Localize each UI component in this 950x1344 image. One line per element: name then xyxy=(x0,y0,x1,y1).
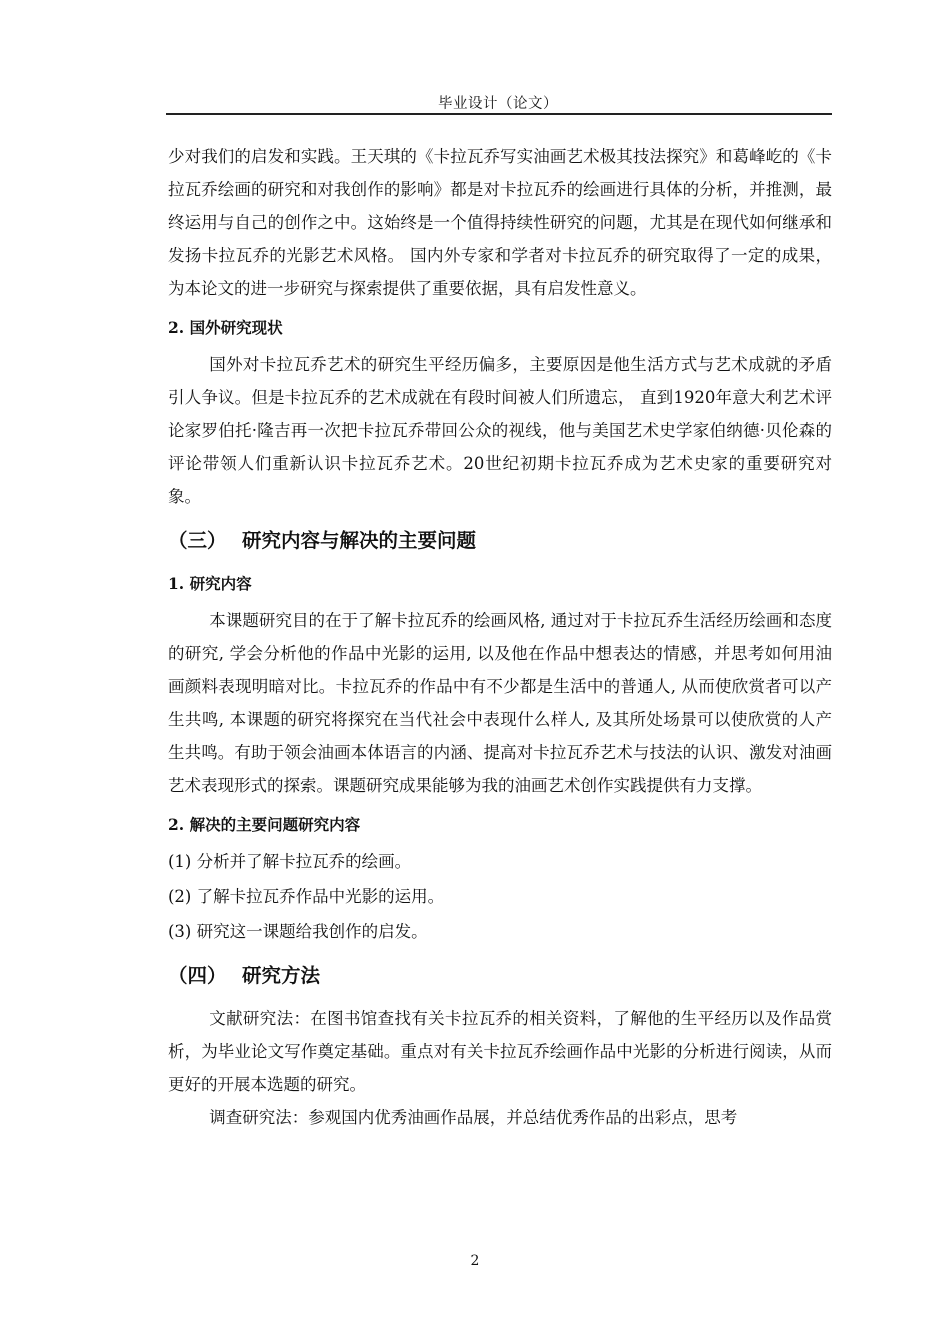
paragraph-literature-method: 文献研究法：在图书馆查找有关卡拉瓦乔的相关资料，了解他的生平经历以及作品赏析，为毕业论文写作奠定基础。重点对有关卡拉瓦乔绘画作品中光影的分析进行阅读，从而更好的开展本选题的研究。 xyxy=(168,1009,832,1094)
list-item: (2) 了解卡拉瓦乔作品中光影的运用。 xyxy=(168,887,445,906)
subheading-main-problems: 2. 解决的主要问题研究内容 xyxy=(168,815,361,834)
paragraph-survey-method: 调查研究法：参观国内优秀油画作品展，并总结优秀作品的出彩点，思考 xyxy=(209,1108,738,1127)
page-header-title: 毕业设计（论文） xyxy=(438,96,558,112)
page-number: 2 xyxy=(470,1253,480,1269)
section-3-title: 研究内容与解决的主要问题 xyxy=(242,529,477,552)
list-item: (1) 分析并了解卡拉瓦乔的绘画。 xyxy=(168,852,412,871)
section-4-title: 研究方法 xyxy=(242,964,321,987)
subheading-foreign-research: 2. 国外研究现状 xyxy=(168,318,283,337)
section-4-number: （四） xyxy=(168,964,227,987)
list-item: (3) 研究这一课题给我创作的启发。 xyxy=(168,922,428,941)
section-3-number: （三） xyxy=(168,529,227,552)
section-heading-3 xyxy=(168,523,832,559)
paragraph-research-content: 本课题研究目的在于了解卡拉瓦乔的绘画风格, 通过对于卡拉瓦乔生活经历绘画和态度的研究, 学会分析他的作品中光影的运用, 以及他在作品中想表达的情感，并思考如何用油画颜料表现明暗对比。卡拉瓦乔的作品中有不少都是生活中的普通人, 从而使欣赏者可以产生共鸣, 本课题的研究将探究在当代社会中表现什么样人, 及其所处场景可以使欣赏的人产生共鸣。有助于领会油画本体语言的内涵、提高对卡拉瓦乔艺术与技法的认识、激发对油画艺术表现形式的探索。课题研究成果能够为我的油画艺术创作实践提供有力支撑。 xyxy=(168,611,832,795)
paragraph-intro-continued: 少对我们的启发和实践。王天琪的《卡拉瓦乔写实油画艺术极其技法探究》和葛峰屹的《卡拉瓦乔绘画的研究和对我创作的影响》都是对卡拉瓦乔的绘画进行具体的分析，并推测，最终运用与自己的创作之中。这始终是一个值得持续性研究的问题，尤其是在现代如何继承和发扬卡拉瓦乔的光影艺术风格。 国内外专家和学者对卡拉瓦乔的研究取得了一定的成果，为本论文的进一步研究与探索提供了重要依据，具有启发性意义。 xyxy=(168,147,832,298)
document-body xyxy=(168,140,832,1134)
section-heading-4 xyxy=(168,958,832,994)
header-divider xyxy=(166,113,832,115)
subheading-research-content: 1. 研究内容 xyxy=(168,574,252,593)
paragraph-foreign-research: 国外对卡拉瓦乔艺术的研究生平经历偏多，主要原因是他生活方式与艺术成就的矛盾引人争议。但是卡拉瓦乔的艺术成就在有段时间被人们所遗忘， 直到1920年意大利艺术评论家罗伯托·隆吉再一次把卡拉瓦乔带回公众的视线，他与美国艺术史学家伯纳德·贝伦森的评论带领人们重新认识卡拉瓦乔艺术。20世纪初期卡拉瓦乔成为艺术史家的重要研究对象。 xyxy=(168,355,832,506)
